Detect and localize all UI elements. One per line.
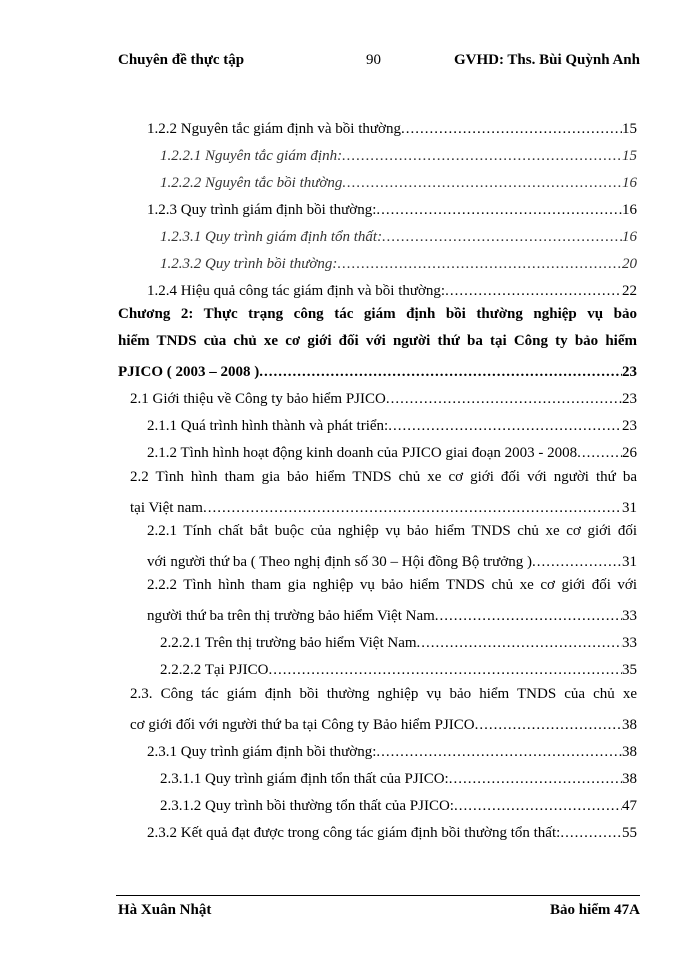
toc-entry[interactable] (160, 791, 637, 815)
toc-wrapped-line[interactable]: 2.2.2 Tình hình tham gia nghiệp vụ bảo hiểm TNDS chủ xe cơ giới đối với (147, 577, 637, 593)
toc-entry-page: 35 (622, 662, 637, 678)
toc-entry[interactable] (160, 141, 637, 165)
footer-divider (116, 895, 640, 896)
toc-entry[interactable] (130, 493, 637, 517)
toc-entry-text: 2.3.1.2 Quy trình bồi thường tổn thất của PJICO: (160, 798, 454, 814)
page-footer (118, 902, 640, 922)
toc-entry-text: 2.3.1.1 Quy trình giám định tổn thất của PJICO: (160, 771, 449, 787)
toc-entry-text: 2.3.2 Kết quả đạt được trong công tác giám định bồi thường tổn thất: (147, 825, 561, 841)
toc-entry-page: 23 (622, 364, 637, 380)
toc-entry[interactable] (147, 438, 637, 462)
toc-entry-page: 31 (622, 500, 637, 516)
toc-entry-text: 1.2.3.2 Quy trình bồi thường: (160, 256, 338, 272)
toc-entry-page: 16 (622, 229, 637, 245)
toc-entry[interactable] (160, 764, 637, 788)
toc-entry-text: người thứ ba trên thị trường bảo hiểm Việt Nam (147, 608, 435, 624)
toc-chapter-line[interactable]: Chương 2: Thực trạng công tác giám định bồi thường nghiệp vụ bảo (118, 306, 637, 322)
toc-entry-text: với người thứ ba ( Theo nghị định số 30 – Hội đồng Bộ trưởng ) (147, 554, 532, 570)
toc-wrapped-line[interactable]: 2.2.1 Tính chất bắt buộc của nghiệp vụ bảo hiểm TNDS chủ xe cơ giới đối (147, 523, 637, 539)
toc-entry-text: 2.1.2 Tình hình hoạt động kinh doanh của PJICO giai đoạn 2003 - 2008 (147, 445, 578, 461)
header-supervisor: GVHD: Ths. Bùi Quỳnh Anh (453, 52, 640, 68)
toc-entry-page: 33 (622, 608, 637, 624)
toc-entry[interactable] (130, 710, 637, 734)
toc-entry[interactable] (160, 222, 637, 246)
toc-entry-page: 15 (622, 121, 637, 137)
toc-entry[interactable] (147, 547, 637, 571)
footer-author: Hà Xuân Nhật (118, 902, 212, 918)
toc-entry-page: 38 (622, 717, 637, 733)
toc-entry-text: 1.2.3.1 Quy trình giám định tổn thất: (160, 229, 383, 245)
toc-entry-text: 1.2.2 Nguyên tắc giám định và bồi thường (147, 121, 401, 137)
toc-entry-text: 1.2.2.2 Nguyên tắc bồi thường (160, 175, 343, 191)
toc-entry-text: 1.2.2.1 Nguyên tắc giám định: (160, 148, 343, 164)
toc-wrapped-line[interactable]: 2.3. Công tác giám định bồi thường nghiệp vụ bảo hiểm TNDS của chủ xe (130, 686, 637, 702)
header-page-number: 90 (366, 52, 381, 68)
toc-entry-text: 2.1 Giới thiệu về Công ty bảo hiểm PJICO (130, 391, 386, 407)
toc-entry[interactable] (118, 357, 637, 381)
toc-entry-page: 55 (622, 825, 637, 841)
toc-entry-page: 26 (622, 445, 637, 461)
page-header (118, 52, 640, 72)
toc-entry-page: 33 (622, 635, 637, 651)
toc-entry[interactable] (130, 384, 637, 408)
header-title: Chuyên đề thực tập (118, 52, 245, 68)
toc-entry[interactable] (147, 411, 637, 435)
toc-entry[interactable] (160, 168, 637, 192)
toc-entry-text: cơ giới đối với người thứ ba tại Công ty Bảo hiểm PJICO (130, 717, 475, 733)
toc-chapter-line[interactable]: hiểm TNDS của chủ xe cơ giới đối với người thứ ba tại Công ty bảo hiểm (118, 333, 637, 349)
toc-entry-page: 38 (622, 744, 637, 760)
toc-entry[interactable] (147, 601, 637, 625)
toc-entry-text: 1.2.3 Quy trình giám định bồi thường: (147, 202, 377, 218)
toc-entry-page: 22 (622, 283, 637, 299)
toc-wrapped-line[interactable]: 2.2 Tình hình tham gia bảo hiểm TNDS chủ xe cơ giới đối với người thứ ba (130, 469, 637, 485)
toc-entry[interactable] (160, 655, 637, 679)
toc-entry-text: PJICO ( 2003 – 2008 ) (118, 364, 260, 380)
toc-entry-text: 2.2.2.2 Tại PJICO (160, 662, 269, 678)
footer-class: Bảo hiểm 47A (550, 902, 640, 918)
toc-entry-page: 31 (622, 554, 637, 570)
toc-entry-text: 1.2.4 Hiệu quả công tác giám định và bồi thường: (147, 283, 446, 299)
toc-entry[interactable] (147, 195, 637, 219)
toc-entry-page: 16 (622, 175, 637, 191)
toc-entry-page: 38 (622, 771, 637, 787)
toc-entry[interactable] (160, 249, 637, 273)
toc-entry[interactable] (160, 628, 637, 652)
toc-entry-page: 15 (622, 148, 637, 164)
toc-entry-page: 23 (622, 418, 637, 434)
toc-entry-text: 2.3.1 Quy trình giám định bồi thường: (147, 744, 377, 760)
toc-entry-page: 23 (622, 391, 637, 407)
toc-entry-text: 2.1.1 Quá trình hình thành và phát triển: (147, 418, 389, 434)
toc-entry[interactable] (147, 276, 637, 300)
toc-entry[interactable] (147, 737, 637, 761)
toc-entry[interactable] (147, 818, 637, 842)
toc-entry-text: 2.2.2.1 Trên thị trường bảo hiểm Việt Nam (160, 635, 417, 651)
toc-entry-text: tại Việt nam (130, 500, 203, 516)
toc-entry[interactable] (147, 114, 637, 138)
toc-entry-page: 47 (622, 798, 637, 814)
toc-entry-page: 20 (622, 256, 637, 272)
toc-entry-page: 16 (622, 202, 637, 218)
